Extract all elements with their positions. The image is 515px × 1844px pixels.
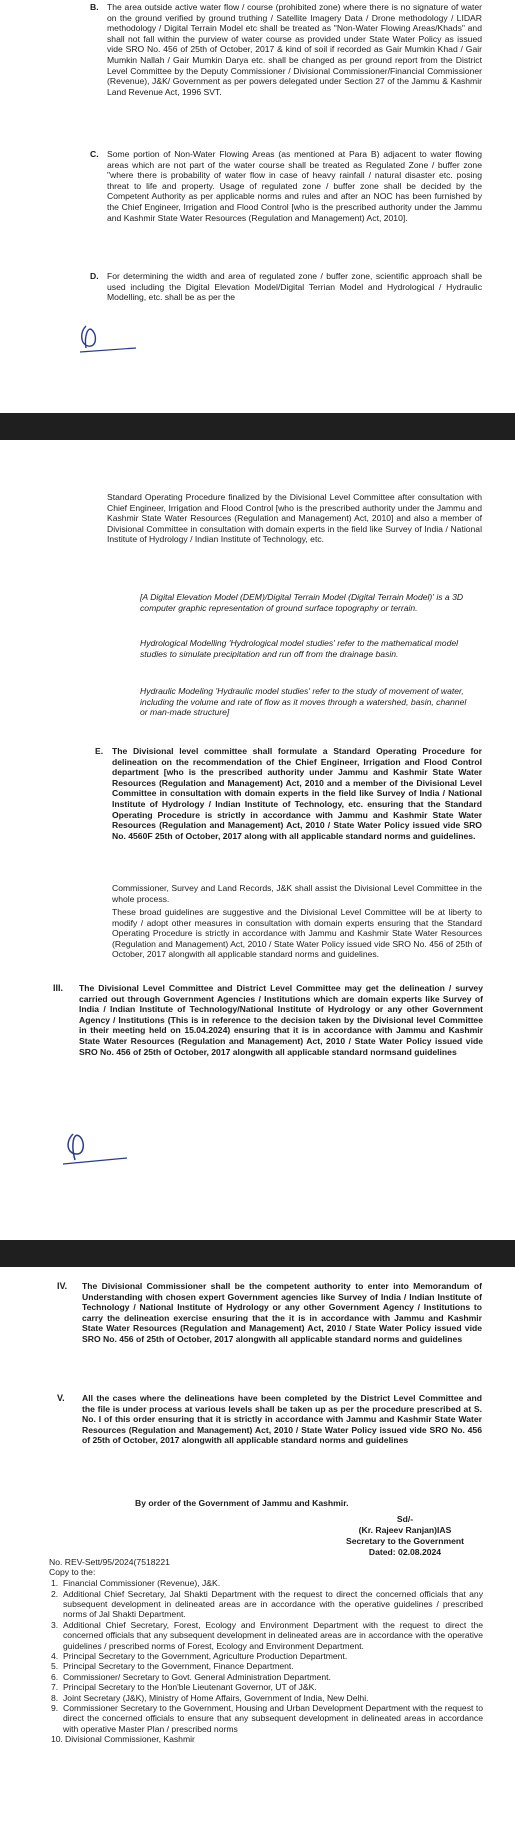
reference-number: No. REV-Sett/95/2024(7518221 [49,1557,170,1567]
list-item: 10. Divisional Commissioner, Kashmir [51,1734,195,1745]
para-iii-label: III. [53,983,64,993]
list-item: 1. Financial Commissioner (Revenue), J&K. [51,1578,221,1588]
order-date: Dated: 02.08.2024 [368,1547,442,1557]
copy-list [51,1578,483,1745]
para-iii-text: The Divisional Level Committee and District Level Committee may get the delineation / survey carried out through Government Agencies / Institutions which are domain experts like Survey of India / Indian Institute of Technology/National Institute of Hydrology or any other Government Agency / Institutions (This is in reference to the decision taken by the Divisional level Committee in their meeting held on 15.04.2024) ensuring that it is in accordance with Jammu and Kashmir State Water Resources (Regulation and Management) Act, 2010 / State Water Policy issued vide SRO No. 456 of 25th of October, 2017 alongwith all applicable standard normsand guidelines [79,983,483,1057]
continuation-paragraph: Standard Operating Procedure finalized by the Divisional Level Committee after consultation with Chief Engineer, Irrigation and Flood Control [who is the prescribed authority under the Jammu and Kashmir State Water Resources (Regulation and Management) Act, 2010] and also a member of Divisional Committee in consultation with domain experts in the field like Survey of India / National Institute of Hydrology / Indian Institute of Technology, etc. [107,492,482,545]
para-b-label: B. [90,2,99,12]
para-c-label: C. [90,149,99,159]
list-item: 2. Additional Chief Secretary, Jal Shakti Department with the request to direct the concerned officials that any subsequent development in delineated areas are in accordance with the operative guidelines / prescribed norms of Jal Shakti Department. [51,1588,483,1620]
para-b-text: The area outside active water flow / course (prohibited zone) where there is no signature of water on the ground verified by ground truthing / Satellite Imagery Data / Drone methodology / LIDAR methodology / Digital Terrain Model etc shall be treated as "Non-Water Flowing Areas/Khads" and shall not fall within the purview of water course as provided under State Water Policy as issued vide SRO No. 456 of 25th of October, 2017 & kind of soil if recorded as Gair Mumkin Khad / Gair Mumkin Nallah / Gair Mumkin Darya etc. shall be changed as per ground report from the District Level Committee by the Deputy Commissioner / Divisional Commissioner/Financial Commissioner (Revenue), J&K/ Government as per powers delegated under Section 27 of the Jammu & Kashmir Land Revenue Act, 1996 SVT. [107,2,482,97]
order-line: By order of the Government of Jammu and Kashmir. [135,1498,349,1508]
copy-to-heading: Copy to the: [49,1567,96,1577]
para-iv-label: IV. [57,1281,68,1291]
initials-signature [70,318,150,358]
page-1 [0,0,515,413]
para-iv-text: The Divisional Commissioner shall be the competent authority to enter into Memorandum of Understanding with chosen expert Government agencies like Survey of India / Indian Institute of Technology / National Institute of Hydrology or any other Government Agency / Institutions to carry the delineation exercise ensuring that the it is in accordance with Jammu and Kashmir State Water Resources (Regulation and Management) Act, 2010 / State Water Policy issued vide SRO No. 456 of 25th of October, 2017 alongwith all applicable standard norms and guidelines [82,1281,482,1344]
list-item: 5. Principal Secretary to the Government, Finance Department. [51,1661,294,1672]
page-separator-2 [0,1240,515,1267]
list-item: 6. Commissioner/ Secretary to Govt. General Administration Department. [51,1671,331,1682]
para-v-label: V. [57,1393,65,1403]
para-e-label: E. [95,746,104,756]
signatory-name: (Kr. Rajeev Ranjan)IAS [358,1525,452,1535]
list-item: 8. Joint Secretary (J&K), Ministry of Home Affairs, Government of India, New Delhi. [51,1692,369,1703]
sd-mark: Sd/- [396,1514,414,1524]
list-item: 3. Additional Chief Secretary, Forest, Ecology and Environment Department with the request to direct the concerned officials that any subsequent development in delineated areas are in accordance with the operative guidelines / prescribed norms of Forest, Ecology and Environment Department. [51,1619,483,1651]
para-e-text-2: Commissioner, Survey and Land Records, J&K shall assist the Divisional Level Committee in the whole process. [112,883,482,904]
definition-hydraulic: Hydraulic Modeling 'Hydraulic model studies' refer to the study of movement of water, including the volume and rate of flow as it moves through a watershed, basin, channel or man-made structure] [140,686,467,718]
para-e-text-3: These broad guidelines are suggestive and the Divisional Level Committee will be at liberty to modify / adopt other measures in consultation with domain experts ensuring that the Standard Operating Procedure is strictly in accordance with Jammu and Kashmir State Water Resources (Regulation and Management) Act, 2010 / State Water Policy issued vide SRO No. 456 of 25th of October, 2017 alongwith all applicable standard norms and guidelines. [112,907,482,960]
page-separator-1 [0,413,515,440]
initials-signature [55,1124,145,1170]
page-2 [0,440,515,1240]
definition-hydrological: Hydrological Modelling 'Hydrological model studies' refer to the mathematical model studies to simulate precipitation and run off from the drainage basin. [140,638,459,659]
para-c-text: Some portion of Non-Water Flowing Areas (as mentioned at Para B) adjacent to water flowing areas which are not part of the water course shall be treated as Regulated Zone / buffer zone "where there is probability of water flow in case of heavy rainfall / natural disaster etc. posing threat to life and property. Usage of regulated zone / buffer zone shall be decided by the Competent Authority as per applicable norms and rules and after an NOC has been furnished by the Chief Engineer, Irrigation and Flood Control [who is the prescribed authority under the Jammu and Kashmir State Water Resources (Regulation and Management) Act, 2010]. [107,149,482,223]
definition-dem: [A Digital Elevation Model (DEM)/Digital Terrain Model (Digital Terrain Model)' is a 3D computer graphic representation of ground surface topography or terrain. [140,592,464,613]
list-item: 4. Principal Secretary to the Government, Agriculture Production Department. [51,1651,348,1662]
list-item: 9. Commissioner Secretary to the Government, Housing and Urban Development Department with the request to direct the concerned officials to ensure that any subsequent development in delineated areas in accordance with operative Master Plan / prescribed norms [51,1703,483,1734]
para-d-text: For determining the width and area of regulated zone / buffer zone, scientific approach shall be used including the Digital Elevation Model/Digital Terrian Model and Hydrological / Hydraulic Modelling, etc. shall be as per the [107,271,482,303]
para-d-label: D. [90,271,99,281]
para-e-text: The Divisional level committee shall formulate a Standard Operating Procedure for delineation on the recommendation of the Chief Engineer, Irrigation and Flood Control department [who is the prescribed authority under Jammu and Kashmir State Water Resources (Regulation and Management) Act, 2010 and a member of the Divisional Level Committee in consultation with domain experts in the field like Survey of India / National Institute of Hydrology / Indian Institute of Technology, etc. ensuring that the Standard Operating Procedure is strictly in accordance with Jammu and Kashmir State Water Resources (Regulation and Management) Act, 2010 / State Water Policy issued vide SRO No. 4560F 25th of October, 2017 along with all applicable standard norms and guidelines. [112,746,482,841]
page-3 [0,1267,515,1844]
para-v-text: All the cases where the delineations have been completed by the District Level Committee and the file is under process at various levels shall be taken up as per the procedure prescribed at S. No. I of this order ensuring that it is strictly in accordance with Jammu and Kashmir State Water Resources (Regulation and Management) Act, 2010 / State Water Policy issued vide SRO No. 456 of 25th of October, 2017 alongwith all applicable standard norms and guidelines [82,1393,482,1446]
list-item: 7. Principal Secretary to the Hon'ble Lieutenant Governor, UT of J&K. [51,1682,317,1693]
signatory-designation: Secretary to the Government [346,1536,464,1546]
